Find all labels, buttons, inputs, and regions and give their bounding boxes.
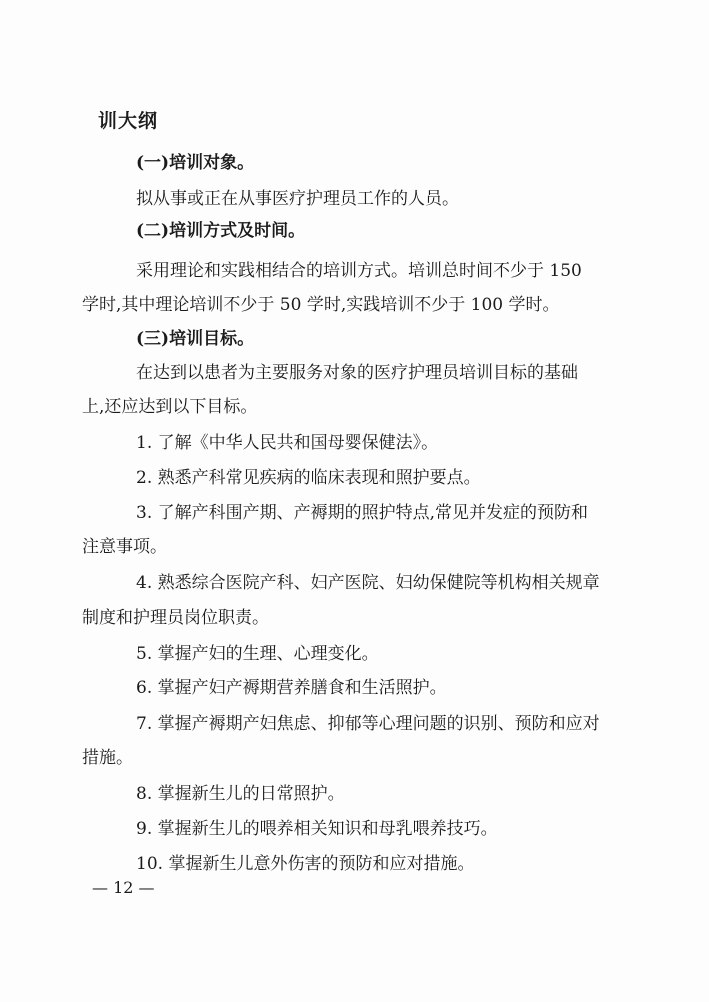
goal-item-8: 8. 掌握新生儿的日常照护。 <box>136 784 345 804</box>
section-2-body-line-2: 学时,其中理论培训不少于 50 学时,实践培训不少于 100 学时。 <box>82 295 560 315</box>
goal-item-4-line-2: 制度和护理员岗位职责。 <box>82 608 269 628</box>
section-heading: 训大纲 <box>98 110 159 132</box>
section-2-body-line-1: 采用理论和实践相结合的培训方式。培训总时间不少于 150 <box>136 261 582 281</box>
goal-item-1: 1. 了解《中华人民共和国母婴保健法》。 <box>136 433 439 453</box>
goal-item-6: 6. 掌握产妇产褥期营养膳食和生活照护。 <box>136 678 447 698</box>
goal-item-9: 9. 掌握新生儿的喂养相关知识和母乳喂养技巧。 <box>136 819 498 839</box>
goal-item-7-line-2: 措施。 <box>82 748 133 768</box>
section-3-intro-line-2: 上,还应达到以下目标。 <box>82 397 258 417</box>
section-2-title: (二)培训方式及时间。 <box>136 221 306 241</box>
section-3-title: (三)培训目标。 <box>136 329 255 349</box>
goal-item-7-line-1: 7. 掌握产褥期产妇焦虑、抑郁等心理问题的识别、预防和应对 <box>136 714 600 734</box>
section-1-body: 拟从事或正在从事医疗护理员工作的人员。 <box>136 189 459 209</box>
goal-item-3-line-1: 3. 了解产科围产期、产褥期的照护特点,常见并发症的预防和 <box>136 503 589 523</box>
page-number: — 12 — <box>92 878 155 897</box>
section-3-intro-line-1: 在达到以患者为主要服务对象的医疗护理员培训目标的基础 <box>136 363 578 383</box>
goal-item-2: 2. 熟悉产科常见疾病的临床表现和照护要点。 <box>136 468 481 488</box>
goal-item-5: 5. 掌握产妇的生理、心理变化。 <box>136 644 379 664</box>
goal-item-3-line-2: 注意事项。 <box>82 537 167 557</box>
goal-item-10: 10. 掌握新生儿意外伤害的预防和应对措施。 <box>136 854 475 874</box>
section-1-title: (一)培训对象。 <box>136 153 255 173</box>
goal-item-4-line-1: 4. 熟悉综合医院产科、妇产医院、妇幼保健院等机构相关规章 <box>136 573 600 593</box>
